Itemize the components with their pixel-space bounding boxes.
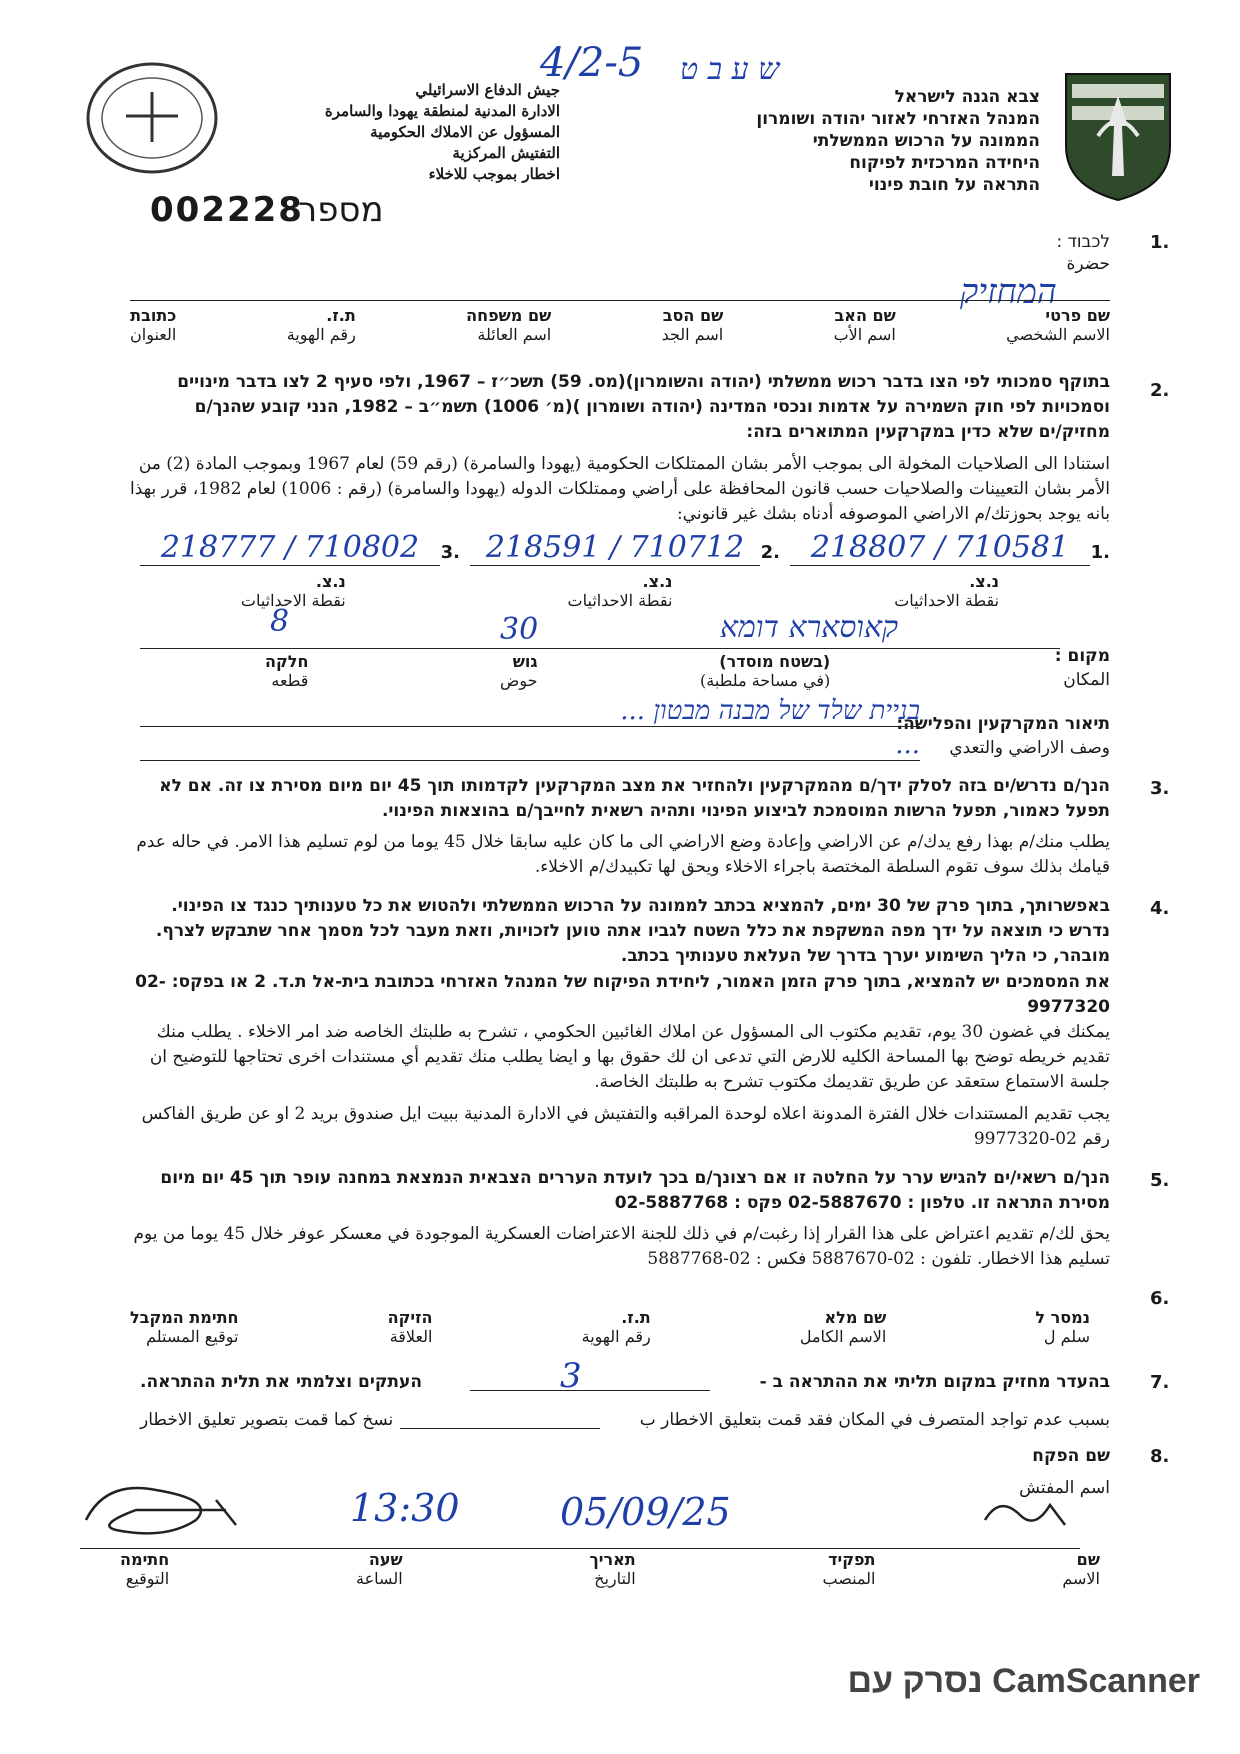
plot-label: (בשטח מוסדר) (في مساحة ملطبة)	[700, 652, 831, 690]
section-3-hebrew: הנך/ם נדרש/ים בזה לסלק ידך/ם מהמקרקעין ולהחזיר את מצב המקרקעין לקדמותו תוך 45 יום מיום מסירת צו זה. אם לא תפעל כאמור, תפעל הרשות המוסמכת לביצוע הפינוי ותהיה רשאית לחייבך/ם בהוצאות הפינוי.	[159, 776, 1110, 821]
section-4-arabic-1: يمكنك في غضون 30 يوم، تقديم مكتوب الى المسؤول عن املاك الغائبين الحكومي ، تشرح به طلبتك الخاصه ضد امر الاخلاء . يطلب منك تقديم خريطه توضح بها المساحة الكليه للارض التي تدعى ان لك حقوق بها و ايضا يطلب منك تقديم أي مستندات اخرى تحتاجها للتوضيح ان جلسة الاستماع ستعقد عن طريق تقديمك مكتوب تشرح به طلبتك الخاصة.	[149, 1022, 1110, 1092]
header-hebrew: צבא הגנה לישראל המנהל האזרחי לאזור יהודה ושומרון הממונה על הרכוש הממשלתי היחידה המרכזית לפיקוח התראה על חובת פינוי	[756, 87, 1040, 195]
section-1-number: 1.	[1150, 232, 1170, 253]
place-label: מקום :	[1054, 646, 1110, 666]
signature-line	[80, 1548, 1080, 1549]
block-label: גוש حوض	[500, 652, 538, 690]
to-label-ar: حضرة	[1066, 254, 1110, 274]
officer-label: שם הפקח	[1032, 1446, 1110, 1466]
officer-signature-icon	[980, 1490, 1070, 1540]
coordinate-labels: נ.צ. نقطة الاحداثيات נ.צ. نقطة الاحداثيات נ.צ. نقطة الاحداثيات	[240, 572, 1000, 610]
recipient-handwritten: המחזיק	[960, 272, 1057, 312]
section-2-hebrew: בתוקף סמכותי לפי הצו בדבר רכוש ממשלתי (יהודה והשומרון)(מס. 59) תשכ״ז – 1967, ולפי סעיף 2 לצו בדבר מינויים וסמכויות לפי חוק השמירה על אדמות ונכסי המדינה (יהודה ושומרון )(מ׳ 1006) תשמ״ב – 1982, הנני קובע שהנך/ם מחזיק/ים שלא כדין במקרקעין המתוארים בזה:	[177, 372, 1110, 442]
section-5-arabic: يحق لك/م تقديم اعتراض على هذا القرار إذا رغبت/م في ذلك للجنة الاعتراضات العسكرية الموجودة في معسكر عوفر خلال 45 يوما من يوم تسليم هذا الاخطار. تلفون : 02-5887670 فكس : 02-5887768	[133, 1224, 1110, 1269]
handwritten-date-note: 4/2-5	[540, 40, 644, 86]
section-4-number: 4.	[1150, 898, 1170, 919]
coordinates-row: 1. 218807 / 710581 2. 218591 / 710712 3. 218777 / 710802	[130, 530, 1110, 570]
signature-icon	[76, 1470, 246, 1550]
parcel-label: חלקה قطعه	[265, 652, 309, 690]
section-2-number: 2.	[1150, 380, 1170, 401]
recipient-line	[130, 300, 1110, 301]
idf-emblem-icon	[1058, 66, 1178, 206]
recipient-fields: שם פרטי الاسم الشخصي שם האב اسم الأب שם הסב اسم الجد שם משפחה اسم العائلة ת.ז. رقم الهوية כתובת العنوان	[130, 306, 1110, 344]
handwritten-note: ש ע ב ט	[680, 52, 780, 87]
section-7-arabic-end: نسخ كما قمت بتصوير تعليق الاخطار	[140, 1410, 394, 1430]
document-number: 002228	[150, 190, 304, 230]
section-7-hebrew: בהעדר מחזיק במקום תליתי את ההתראה ב -	[759, 1372, 1110, 1392]
section-4-arabic-2: يجب تقديم المستندات خلال الفترة المدونة اعلاه لوحدة المراقبه والتفتيش في الادارة المدنية ببيت ايل صندوق بريد 2 او عن طريق الفاكس رقم 02-9977320	[141, 1104, 1110, 1149]
inspector-label-ar: اسم المفتش	[1019, 1478, 1110, 1498]
signature-fields: שם الاسم תפקיד المنصب תאריך التاريخ שעה الساعة חתימה التوقيع	[120, 1550, 1100, 1588]
section-7-arabic: بسبب عدم تواجد المتصرف في المكان فقد قمت بتعليق الاخطار ب	[639, 1410, 1110, 1430]
copies-line	[470, 1390, 710, 1391]
section-4-hebrew-2: את המסמכים יש להמציא, בתוך פרק הזמן האמור, ליחידת הפיקוח של המנהל האזרחי בכתובת בית-אל ת.ד. 2 או בפקס: 02-9977320	[135, 972, 1110, 1017]
section-7-number: 7.	[1150, 1372, 1170, 1393]
document-number-label: מספר	[298, 190, 384, 230]
copies-count: 3	[560, 1356, 582, 1396]
place-value: קאוסארא דומא	[720, 610, 899, 645]
section-3-number: 3.	[1150, 778, 1170, 799]
section-4-hebrew-1: באפשרותך, בתוך פרק של 30 ימים, להמציא בכתב לממונה על הרכוש הממשלתי ולהטוש את כל טענותיך כנגד צו הפינוי. נדרש כי תוצאה על ידך מפה המשקפת את כלל השטח לגביו אתה טוען לזכויות, וזאת מעבר לכל מסמך אחר שתבקש לצרף. מובהר, כי הליך השימוע יערך בדרך של העלאת טענותיך בכתב.	[155, 896, 1110, 966]
time-value: 13:30	[350, 1486, 460, 1530]
place-line	[140, 648, 1060, 649]
camscanner-footer: נסרק עם CamScanner	[847, 1662, 1200, 1700]
header-arabic: جيش الدفاع الاسرائيلي الادارة المدنية لمنطقة يهودا والسامرة المسؤول عن الاملاك الحكومية التفتيش المركزية اخطار بموجب للاخلاء	[324, 81, 560, 183]
section-5-number: 5.	[1150, 1170, 1170, 1191]
coordinate-3: 218777 / 710802	[140, 530, 440, 566]
block-value: 30	[500, 612, 539, 647]
section-5-hebrew: הנך/ם רשאי/ים להגיש ערר על החלטה זו אם רצונך/ם בכך לועדת העררים הצבאית הנמצאת במחנה עופר תוך 45 יום מיום מסירת התראה זו. טלפון : 02-5887670 פקס : 02-5887768	[160, 1168, 1110, 1213]
section-8-number: 8.	[1150, 1446, 1170, 1467]
section-7-hebrew-end: העתקים וצלמתי את תלית ההתראה.	[140, 1372, 423, 1392]
coordinate-1: 218807 / 710581	[790, 530, 1090, 566]
description-label-ar: وصف الاراضي والتعدي	[949, 738, 1110, 758]
section-3-arabic: يطلب منك/م بهذا رفع يدك/م عن الاراضي وإعادة وضع الاراضي الى ما كان عليه سابقا خلال 45 يوما من لوم تسليم هذا الامر. في حاله عدم قيامك بذلك سوف تقوم السلطة المختصة باجراء الاخلاء ويحق لها تكبيدك/م الاخلاء.	[136, 832, 1110, 877]
date-value: 05/09/25	[560, 1490, 731, 1534]
place-label-ar: المكان	[1063, 670, 1110, 690]
delivery-fields: נמסר ל سلم ل שם מלא الاسم الكامل ת.ז. رقم الهوية הזיקה العلاقة חתימת המקבל توقيع المستلم	[130, 1308, 1090, 1346]
parcel-value: 8	[270, 604, 290, 639]
description-line-2: ...	[140, 730, 920, 761]
section-6-number: 6.	[1150, 1288, 1170, 1309]
coordinate-2: 218591 / 710712	[470, 530, 760, 566]
copies-line-ar	[400, 1428, 600, 1429]
description-line-1: בניית שלד של מבנה מבטון ...	[140, 696, 920, 727]
official-stamp-icon	[82, 58, 222, 178]
description-label: תיאור המקרקעין והפלישה:	[896, 714, 1110, 734]
to-label: לכבוד :	[1056, 232, 1110, 252]
section-2-arabic: استنادا الى الصلاحيات المخولة الى بموجب الأمر بشان الممتلكات الحكومية (يهودا والسامرة) (رقم 59) لعام 1967 وبموجب المادة (2) من الأمر بشان التعيينات والصلاحيات حسب قانون المحافظة على أراضي وممتلكات الدوله (يهودا والسامرة) (رقم : 1006) لعام 1982، قرر بهذا بانه يوجد بحوزتك/م الاراضي الموصوفه أدناه بشك غير قانوني:	[130, 454, 1110, 524]
